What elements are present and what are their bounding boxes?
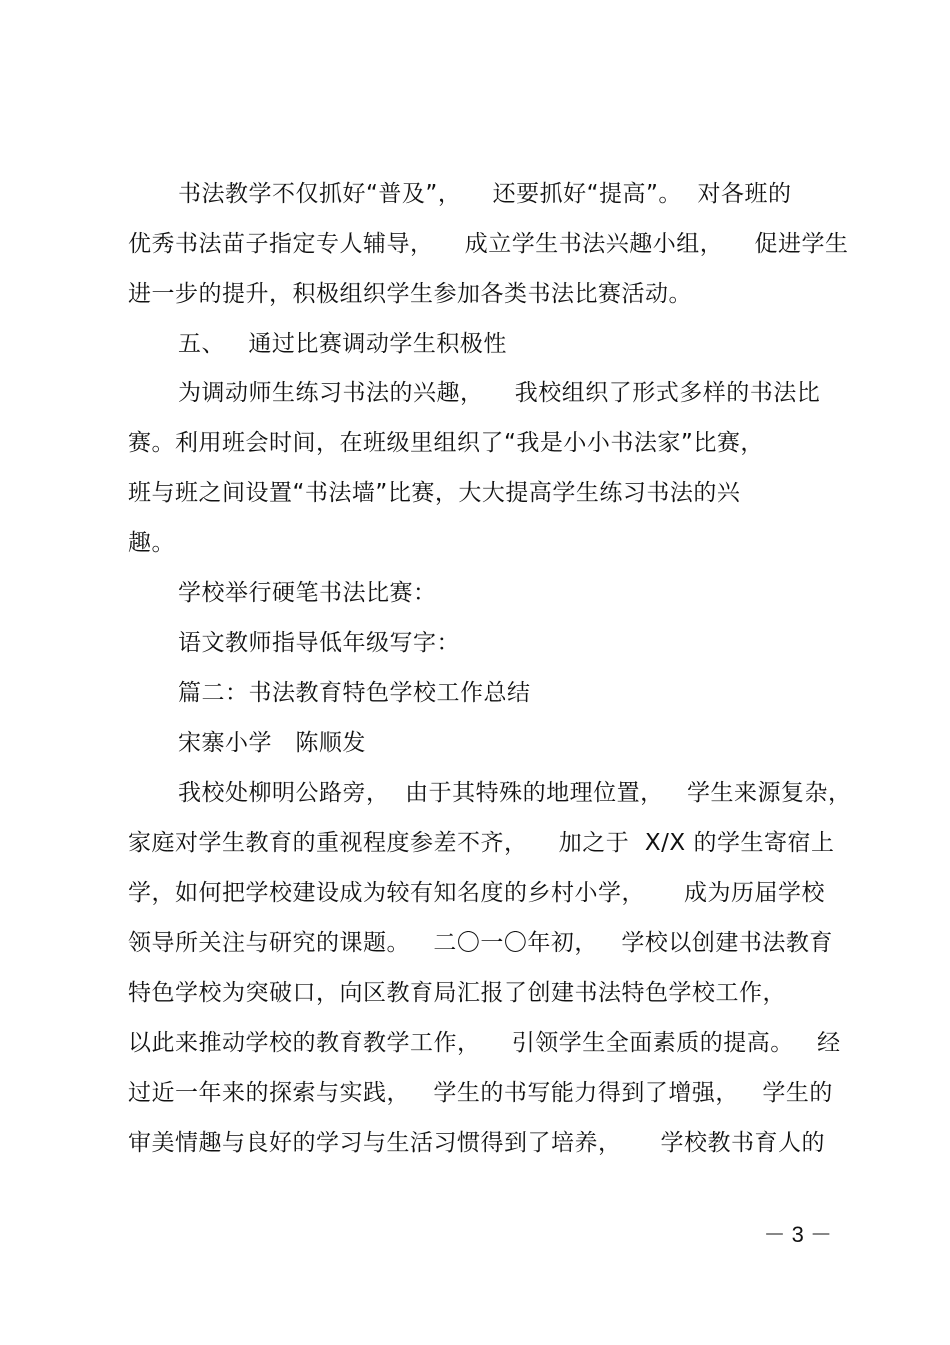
text-line: 我校处柳明公路旁， 由于其特殊的地理位置， 学生来源复杂， <box>178 780 852 806</box>
article-title: 篇二：书法教育特色学校工作总结 <box>178 680 531 706</box>
text-line: 家庭对学生教育的重视程度参差不齐， 加之于 X/X 的学生寄宿上 <box>128 830 835 856</box>
text-line: 学校举行硬笔书法比赛： <box>178 580 437 606</box>
text-line: 语文教师指导低年级写字： <box>178 630 460 656</box>
page-number: － 3 － <box>763 1222 832 1247</box>
text-line: 过近一年来的探索与实践， 学生的书写能力得到了增强， 学生的 <box>128 1080 833 1106</box>
section-heading: 五、 通过比赛调动学生积极性 <box>178 331 507 357</box>
author-line: 宋寨小学 陈顺发 <box>178 730 366 756</box>
text-line: 赛。利用班会时间，在班级里组织了“我是小小书法家”比赛， <box>128 430 764 456</box>
text-line: 进一步的提升，积极组织学生参加各类书法比赛活动。 <box>128 281 692 307</box>
text-line: 趣。 <box>128 530 175 556</box>
text-line: 班与班之间设置“书法墙”比赛，大大提高学生练习书法的兴 <box>128 480 741 506</box>
text-line: 书法教学不仅抓好“普及”， 还要抓好“提高”。 对各班的 <box>178 181 792 207</box>
text-line: 优秀书法苗子指定专人辅导， 成立学生书法兴趣小组， 促进学生 <box>128 231 849 257</box>
text-line: 以此来推动学校的教育教学工作， 引领学生全面素质的提高。 经 <box>128 1030 841 1056</box>
text-line: 领导所关注与研究的课题。 二〇一〇年初， 学校以创建书法教育 <box>128 930 833 956</box>
text-line: 学，如何把学校建设成为较有知名度的乡村小学， 成为历届学校 <box>128 880 826 906</box>
text-line: 为调动师生练习书法的兴趣， 我校组织了形式多样的书法比 <box>178 380 821 406</box>
text-line: 特色学校为突破口，向区教育局汇报了创建书法特色学校工作， <box>128 980 786 1006</box>
text-line: 审美情趣与良好的学习与生活习惯得到了培养， 学校教书育人的 <box>128 1130 826 1156</box>
